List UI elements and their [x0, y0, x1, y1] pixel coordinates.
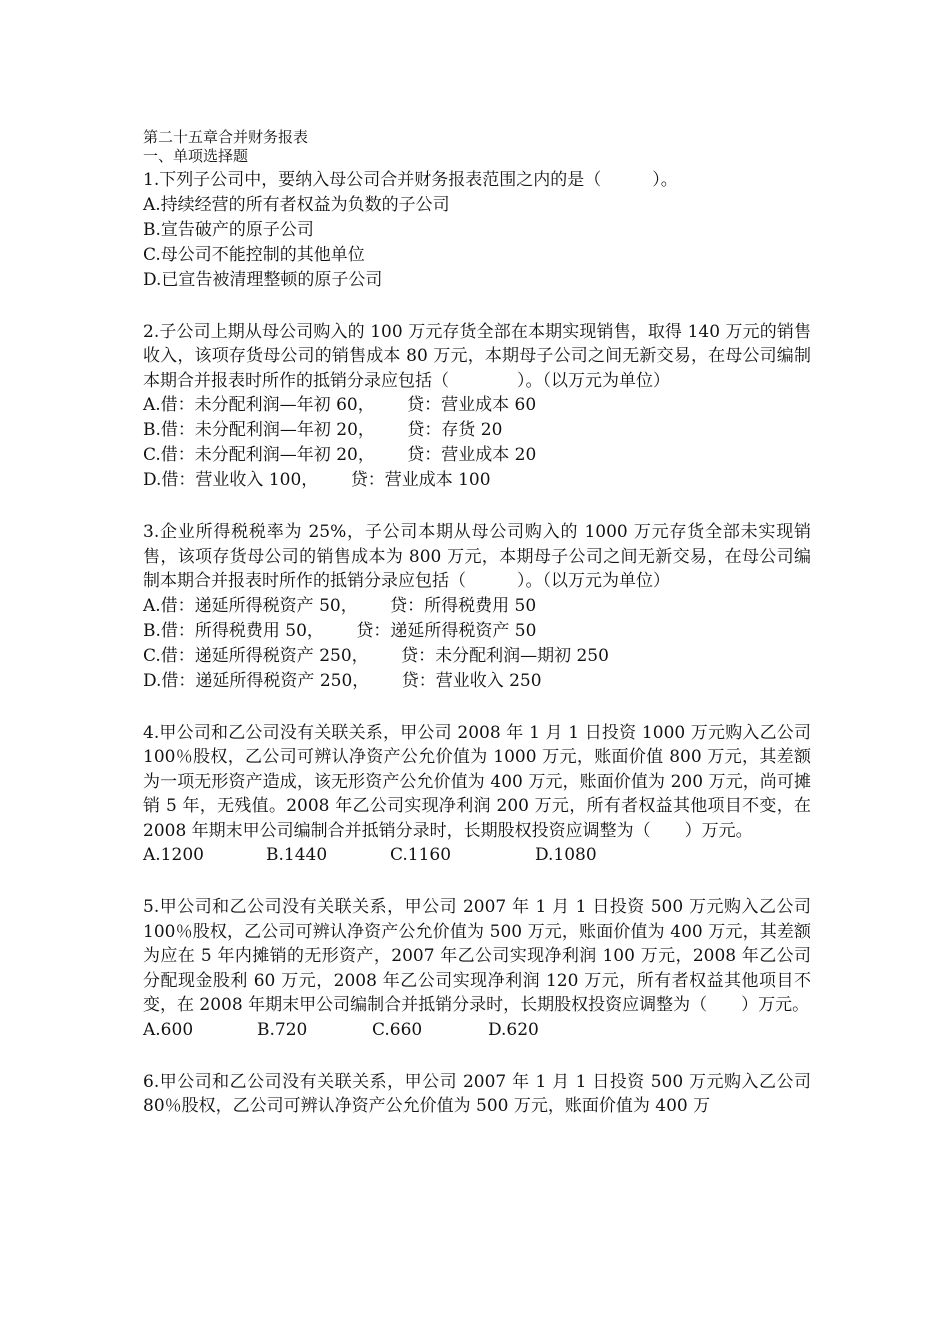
question-4: [143, 721, 811, 869]
question-3: [143, 520, 811, 694]
option-b: B.宣告破产的原子公司: [143, 219, 314, 240]
option-c: C.1160: [390, 845, 452, 865]
option-c: C.借：递延所得税资产 250， 贷：未分配利润—期初 250: [143, 645, 609, 666]
question-6: [143, 1070, 811, 1119]
option-a: A.600: [143, 1019, 194, 1040]
options-row: [143, 1018, 811, 1043]
question-stem: 6.甲公司和乙公司没有关联关系，甲公司 2007 年 1 月 1 日投资 500 万元购入乙公司 80％股权，乙公司可辨认净资产公允价值为 500 万元，账面价值为 400 万: [143, 1071, 811, 1116]
option-a: A.借：未分配利润—年初 60， 贷：营业成本 60: [143, 395, 537, 415]
option-d: D.620: [488, 1019, 539, 1040]
section-title: 一、单项选择题: [143, 147, 249, 165]
option-d: D.借：营业收入 100， 贷：营业成本 100: [143, 470, 491, 490]
document-content: [143, 128, 811, 1146]
option-a: A.借：递延所得税资产 50， 贷：所得税费用 50: [143, 595, 537, 616]
option-b: B.借：所得税费用 50， 贷：递延所得税资产 50: [143, 620, 537, 641]
option-a: A.持续经营的所有者权益为负数的子公司: [143, 194, 450, 215]
option-d: D.1080: [535, 845, 597, 865]
option-b: B.1440: [266, 845, 328, 865]
option-a: A.1200: [143, 845, 204, 865]
question-stem: 2.子公司上期从母公司购入的 100 万元存货全部在本期实现销售，取得 140 万元的销售收入，该项存货母公司的销售成本 80 万元，本期母子公司之间无新交易，在母公司编制本期合并报表时所作的抵销分录应包括（ ）。（以万元为单位）: [143, 321, 811, 391]
option-b: B.720: [257, 1019, 308, 1040]
options-row: [143, 843, 811, 868]
chapter-title: 第二十五章合并财务报表: [143, 128, 309, 146]
option-c: C.借：未分配利润—年初 20， 贷：营业成本 20: [143, 445, 537, 465]
question-stem: 4.甲公司和乙公司没有关联关系，甲公司 2008 年 1 月 1 日投资 1000 万元购入乙公司 100％股权，乙公司可辨认净资产公允价值为 1000 万元，账面价值 800 万元，其差额为一项无形资产造成，该无形资产公允价值为 400 万元，账面价值为 200 万元，尚可摊销 5 年，无残值。2008 年乙公司实现净利润 200 万元，所有者权益其他项目不变，在 2008 年期末甲公司编制合并抵销分录时，长期股权投资应调整为（ ）万元。: [143, 722, 811, 841]
question-5: [143, 895, 811, 1043]
option-b: B.借：未分配利润—年初 20， 贷：存货 20: [143, 420, 503, 440]
question-2: [143, 320, 811, 494]
question-stem: 5.甲公司和乙公司没有关联关系，甲公司 2007 年 1 月 1 日投资 500 万元购入乙公司 100％股权，乙公司可辨认净资产公允价值为 500 万元，账面价值为 400 万元，其差额为应在 5 年内摊销的无形资产，2007 年乙公司实现净利润 100 万元，2008 年乙公司分配现金股利 60 万元，2008 年乙公司实现净利润 120 万元，所有者权益其他项目不变，在 2008 年期末甲公司编制合并抵销分录时，长期股权投资应调整为（ ）万元。: [143, 897, 811, 1015]
question-stem: 3.企业所得税税率为 25%，子公司本期从母公司购入的 1000 万元存货全部未实现销售，该项存货母公司的销售成本为 800 万元，本期母子公司之间无新交易，在母公司编制本期合并报表时所作的抵销分录应包括（ ）。（以万元为单位）: [143, 522, 811, 591]
question-stem: 1.下列子公司中，要纳入母公司合并财务报表范围之内的是（ ）。: [143, 170, 678, 190]
option-d: D.借：递延所得税资产 250， 贷：营业收入 250: [143, 670, 542, 691]
question-1: [143, 168, 811, 293]
option-c: C.母公司不能控制的其他单位: [143, 244, 365, 265]
option-c: C.660: [372, 1019, 423, 1040]
option-d: D.已宣告被清理整顿的原子公司: [143, 269, 383, 290]
